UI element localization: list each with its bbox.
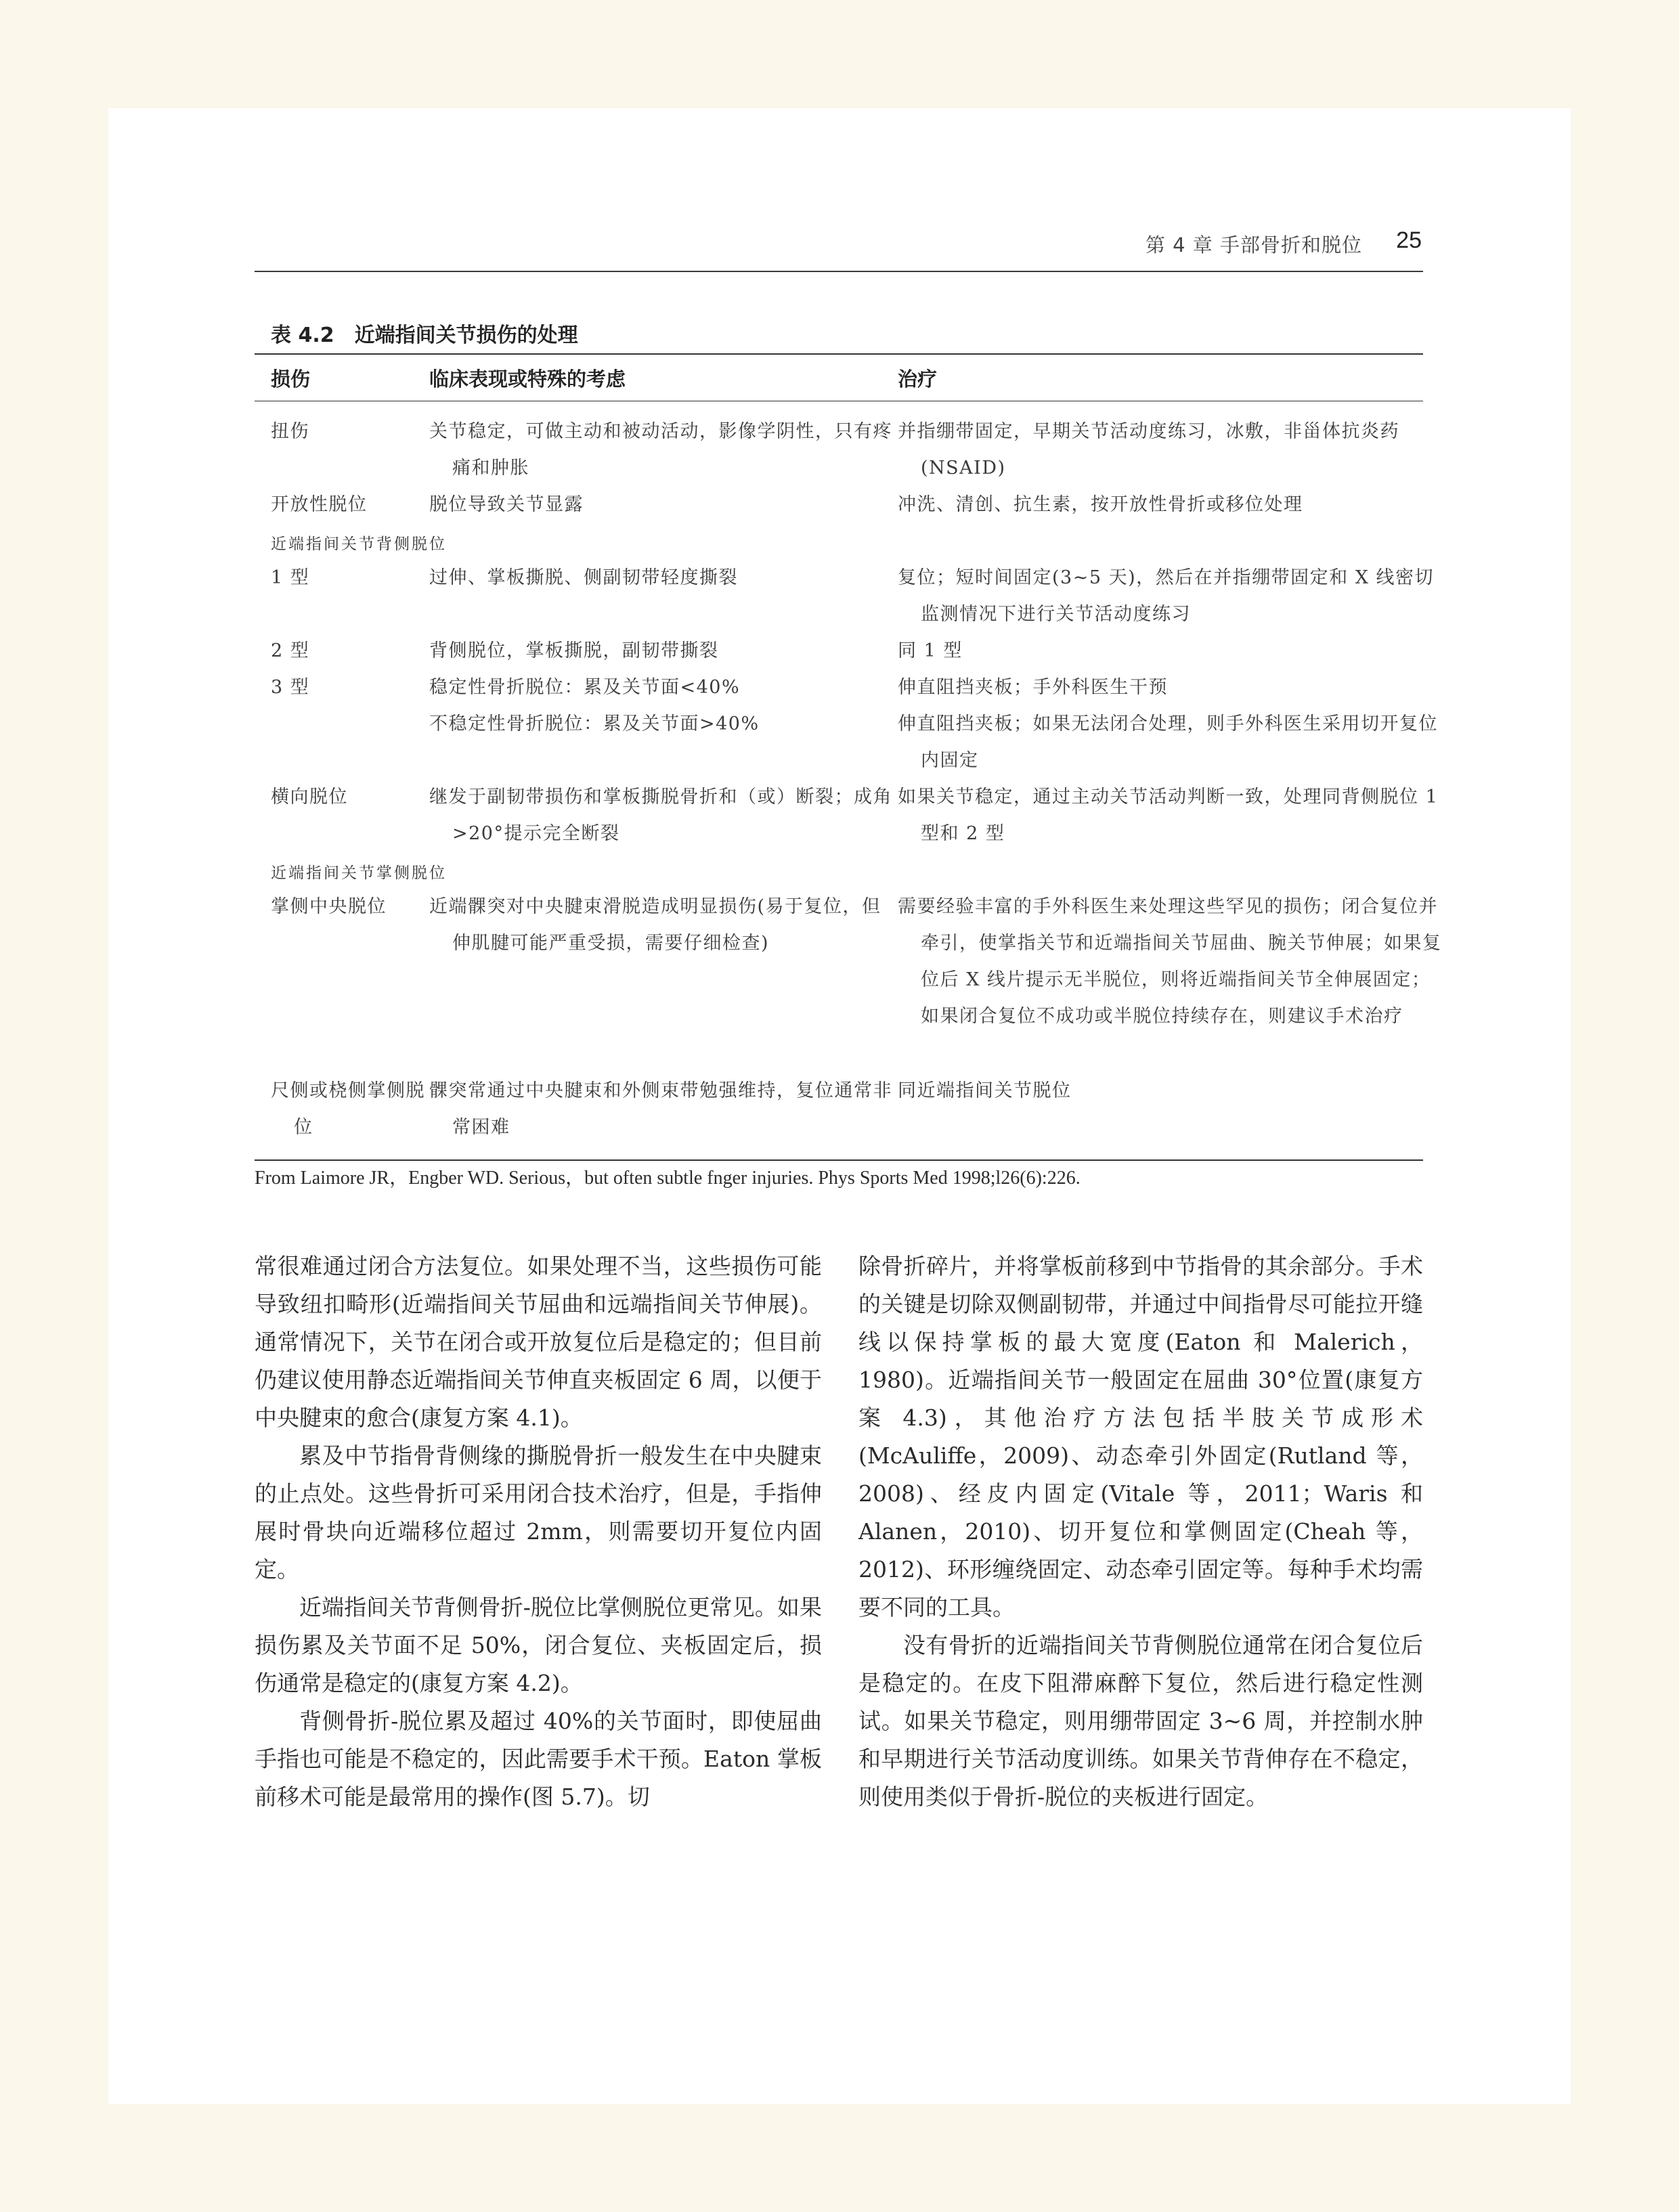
running-header [255, 227, 1423, 272]
table-cell: 1 型 [271, 567, 310, 588]
table-bottom-rule [255, 1159, 1423, 1161]
table-cell: 不稳定性骨折脱位：累及关节面>40% [429, 713, 760, 734]
table-cell: 需要经验丰富的手外科医生来处理这些罕见的损伤；闭合复位并牵引，使掌指关节和近端指间关节屈曲、腕关节伸展；如果复位后 X 线片提示无半脱位，则将近端指间关节全伸展固定；如果闭合复位不成功或半脱位持续存在，则建议手术治疗 [898, 896, 1442, 1027]
table-title: 近端指间关节损伤的处理 [354, 324, 578, 347]
page-number: 25 [1396, 227, 1422, 253]
table-cell: 背侧脱位，掌板撕脱，副韧带撕裂 [429, 640, 719, 661]
table-cell: 同 1 型 [898, 640, 963, 661]
paragraph: 没有骨折的近端指间关节背侧脱位通常在闭合复位后是稳定的。在皮下阻滞麻醉下复位，然后进行稳定性测试。如果关节稳定，则用绷带固定 3~6 周，并控制水肿和早期进行关节活动度训练。如果关节背伸存在不稳定，则使用类似于骨折-脱位的夹板进行固定。 [858, 1632, 1423, 1810]
column-header-treatment: 治疗 [898, 368, 938, 391]
table-number: 表 4.2 [271, 324, 334, 347]
paragraph: 背侧骨折-脱位累及超过 40%的关节面时，即使屈曲手指也可能是不稳定的，因此需要手术干预。Eaton 掌板前移术可能是最常用的操作(图 5.7)。切 [255, 1708, 822, 1810]
body-column-right [858, 1247, 1423, 1816]
paragraph: 常很难通过闭合方法复位。如果处理不当，这些损伤可能导致纽扣畸形(近端指间关节屈曲和远端指间关节伸展)。通常情况下，关节在闭合或开放复位后是稳定的；但目前仍建议使用静态近端指间关节伸直夹板固定 6 周，以便于中央腱束的愈合(康复方案 4.1)。 [255, 1253, 822, 1431]
table-cell: 近端髁突对中央腱束滑脱造成明显损伤(易于复位，但伸肌腱可能严重受损，需要仔细检查) [429, 896, 881, 954]
body-column-left [255, 1247, 822, 1816]
table-cell: 脱位导致关节显露 [429, 494, 584, 515]
table-cell: 伸直阻挡夹板；如果无法闭合处理，则手外科医生采用切开复位内固定 [898, 713, 1438, 771]
table-cell: 如果关节稳定，通过主动关节活动判断一致，处理同背侧脱位 1 型和 2 型 [898, 787, 1439, 844]
table-cell: 并指绷带固定，早期关节活动度练习，冰敷，非甾体抗炎药(NSAID) [898, 421, 1399, 479]
paragraph: 累及中节指骨背侧缘的撕脱骨折一般发生在中央腱束的止点处。这些骨折可采用闭合技术治疗，但是，手指伸展时骨块向近端移位超过 2mm，则需要切开复位内固定。 [255, 1442, 822, 1583]
table-cell: 尺侧或桡侧掌侧脱位 [271, 1080, 425, 1138]
table-cell: 稳定性骨折脱位：累及关节面<40% [429, 677, 741, 698]
paragraph: 近端指间关节背侧骨折-脱位比掌侧脱位更常见。如果损伤累及关节面不足 50%，闭合复位、夹板固定后，损伤通常是稳定的(康复方案 4.2)。 [255, 1594, 822, 1696]
table-cell: 掌侧中央脱位 [271, 896, 387, 917]
table-section-label: 近端指间关节掌侧脱位 [271, 864, 447, 882]
table-cell: 复位；短时间固定(3~5 天)，然后在并指绷带固定和 X 线密切监测情况下进行关节活动度练习 [898, 567, 1435, 625]
table-cell: 过伸、掌板撕脱、侧副韧带轻度撕裂 [429, 567, 738, 588]
table-cell: 冲洗、清创、抗生素，按开放性骨折或移位处理 [898, 494, 1303, 515]
column-header-injury: 损伤 [271, 368, 311, 391]
column-header-clinical: 临床表现或特殊的考虑 [429, 368, 626, 391]
table-cell: 关节稳定，可做主动和被动活动，影像学阴性，只有疼痛和肿胀 [429, 421, 892, 479]
table-cell: 同近端指间关节脱位 [898, 1080, 1072, 1101]
table-cell: 继发于副韧带损伤和掌板撕脱骨折和（或）断裂；成角>20°提示完全断裂 [429, 787, 892, 844]
table-cell: 伸直阻挡夹板；手外科医生干预 [898, 677, 1168, 698]
table-caption [271, 318, 578, 348]
table-body [255, 401, 1442, 1159]
table-cell: 横向脱位 [271, 787, 348, 808]
paragraph: 除骨折碎片，并将掌板前移到中节指骨的其余部分。手术的关键是切除双侧副韧带，并通过中间指骨尽可能拉开缝线以保持掌板的最大宽度(Eaton 和 Malerich，1980)。近端指间关节一般固定在屈曲 30°位置(康复方案 4.3)，其他治疗方法包括半肢关节成形术(McAuliffe，2009)、动态牵引外固定(Rutland 等，2008)、经皮内固定(Vitale 等，2011；Waris 和 Alanen，2010)、切开复位和掌侧固定(Cheah 等，2012)、环形缠绕固定、动态牵引固定等。每种手术均需要不同的工具。 [858, 1253, 1423, 1620]
chapter-title: 第 4 章 手部骨折和脱位 [1145, 234, 1362, 257]
table-source-note: From Laimore JR，Engber WD. Serious，but often subtle fnger injuries. Phys Sports Med 1998;l26(6):226. [255, 1168, 1081, 1189]
table-header-row [255, 355, 1423, 401]
treatment-table [255, 353, 1442, 1161]
table-cell: 开放性脱位 [271, 494, 368, 515]
table-section-label: 近端指间关节背侧脱位 [271, 535, 447, 553]
table-cell: 扭伤 [271, 421, 309, 442]
table-cell: 3 型 [271, 677, 310, 698]
table-cell: 髁突常通过中央腱束和外侧束带勉强维持，复位通常非常困难 [429, 1080, 892, 1138]
table-cell: 2 型 [271, 640, 310, 661]
